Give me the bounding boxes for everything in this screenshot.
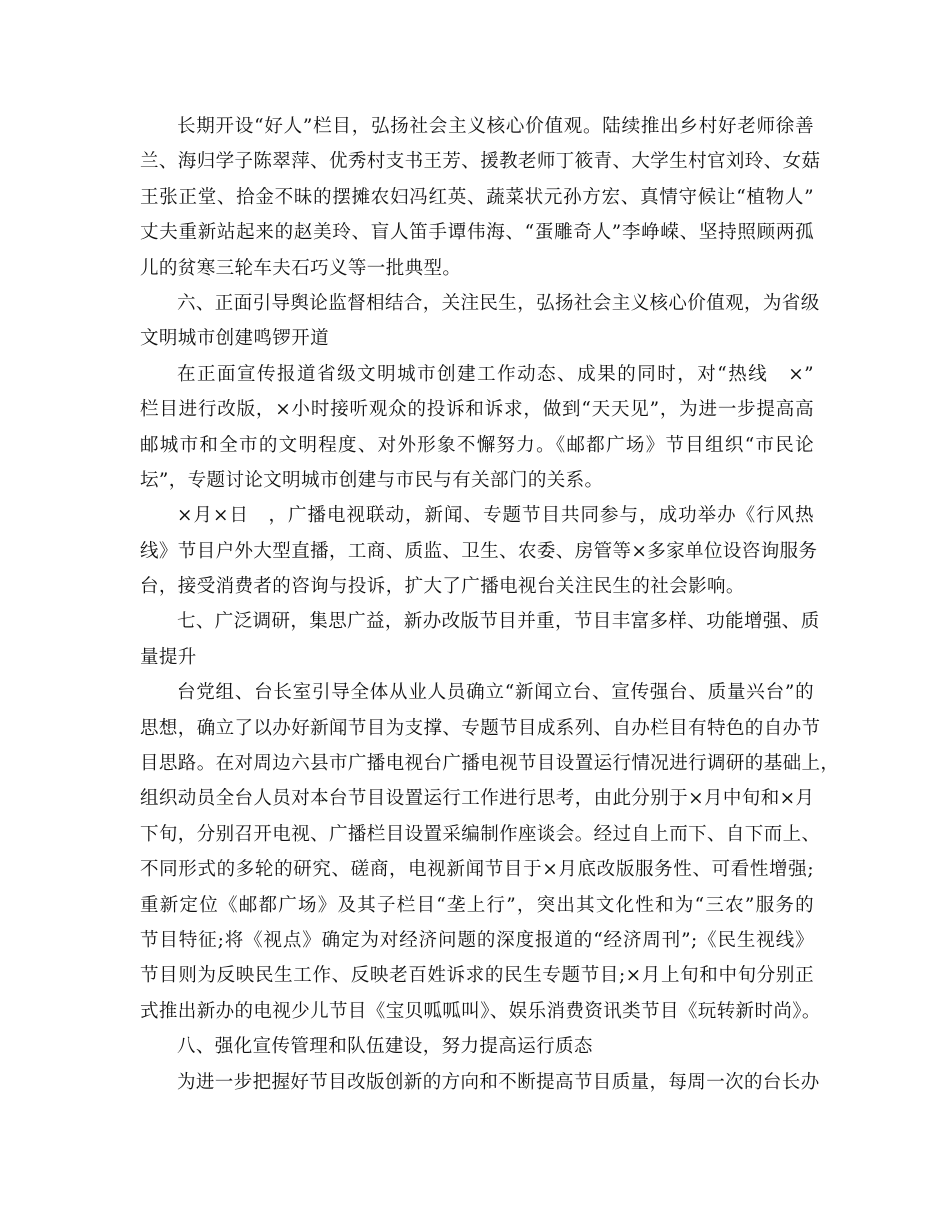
document-text-line: 量提升	[140, 646, 197, 668]
document-text-line: 思想，确立了以办好新闻节目为支撑、专题节目成系列、自办栏目有特色的自办节	[140, 717, 821, 739]
document-text-line: 王张正堂、拾金不昧的摆摊农妇冯红英、蔬菜状元孙方宏、真情守候让“植物人”	[140, 186, 814, 208]
document-body	[140, 109, 840, 1100]
document-text-line: 重新定位《邮都广场》及其子栏目“垄上行”，突出其文化性和为“三农”服务的	[140, 894, 814, 916]
document-text-line: 兰、海归学子陈翠萍、优秀村支书王芳、援教老师丁筱青、大学生村官刘玲、女菇	[140, 151, 821, 173]
document-text-line: 台党组、台长室引导全体从业人员确立“新闻立台、宣传强台、质量兴台”的	[177, 682, 814, 704]
document-text-line: 栏目进行改版，×小时接听观众的投诉和诉求，做到“天天见”，为进一步提高高	[140, 399, 814, 421]
document-text-line: 式推出新办的电视少儿节目《宝贝呱呱叫》、娱乐消费资讯类节目《玩转新时尚》。	[140, 1000, 821, 1022]
document-text-line: 为进一步把握好节目改版创新的方向和不断提高节目质量，每周一次的台长办	[177, 1071, 820, 1093]
document-text-line: 坛”，专题讨论文明城市创建与市民与有关部门的关系。	[140, 469, 604, 491]
document-text-line: 下旬，分别召开电视、广播栏目设置采编制作座谈会。经过自上而下、自下而上、	[140, 823, 821, 845]
document-text-line: 线》节目户外大型直播，工商、质监、卫生、农委、房管等×多家单位设咨询服务	[140, 540, 818, 562]
document-text-line: ×月×日 ，广播电视联动，新闻、专题节目共同参与，成功举办《行风热	[177, 505, 814, 527]
document-text-line: 六、正面引导舆论监督相结合，关注民生，弘扬社会主义核心价值观，为省级	[177, 292, 820, 314]
document-text-line: 不同形式的多轮的研究、磋商，电视新闻节目于×月底改版服务性、可看性增强;	[140, 859, 814, 881]
document-text-line: 丈夫重新站起来的赵美玲、盲人笛手谭伟海、“蛋雕奇人”李峥嵘、坚持照顾两孤	[140, 222, 814, 244]
document-text-line: 长期开设“好人”栏目，弘扬社会主义核心价值观。陆续推出乡村好老师徐善	[177, 116, 814, 137]
document-text-line: 在正面宣传报道省级文明城市创建工作动态、成果的同时，对“热线 ×”	[177, 363, 814, 385]
document-text-line: 八、强化宣传管理和队伍建设，努力提高运行质态	[177, 1036, 593, 1058]
document-text-line: 台，接受消费者的咨询与投诉，扩大了广播电视台关注民生的社会影响。	[140, 576, 745, 598]
document-text-line: 节目则为反映民生工作、反映老百姓诉求的民生专题节目;×月上旬和中旬分别正	[140, 965, 814, 987]
document-text-line: 七、广泛调研，集思广益，新办改版节目并重，节目丰富多样、功能增强、质	[177, 611, 820, 633]
document-text-line: 节目特征;将《视点》确定为对经济问题的深度报道的“经济周刊”;《民生视线》	[140, 929, 814, 951]
document-text-line: 组织动员全台人员对本台节目设置运行工作进行思考，由此分别于×月中旬和×月	[140, 788, 815, 810]
document-text-line: 儿的贫寒三轮车夫石巧义等一批典型。	[140, 257, 462, 279]
document-text-line: 文明城市创建鸣锣开道	[140, 328, 330, 350]
document-text-line: 目思路。在对周边六县市广播电视台广播电视节目设置运行情况进行调研的基础上，	[140, 753, 840, 775]
document-text-line: 邮城市和全市的文明程度、对外形象不懈努力。《邮都广场》节目组织“市民论	[140, 434, 814, 456]
